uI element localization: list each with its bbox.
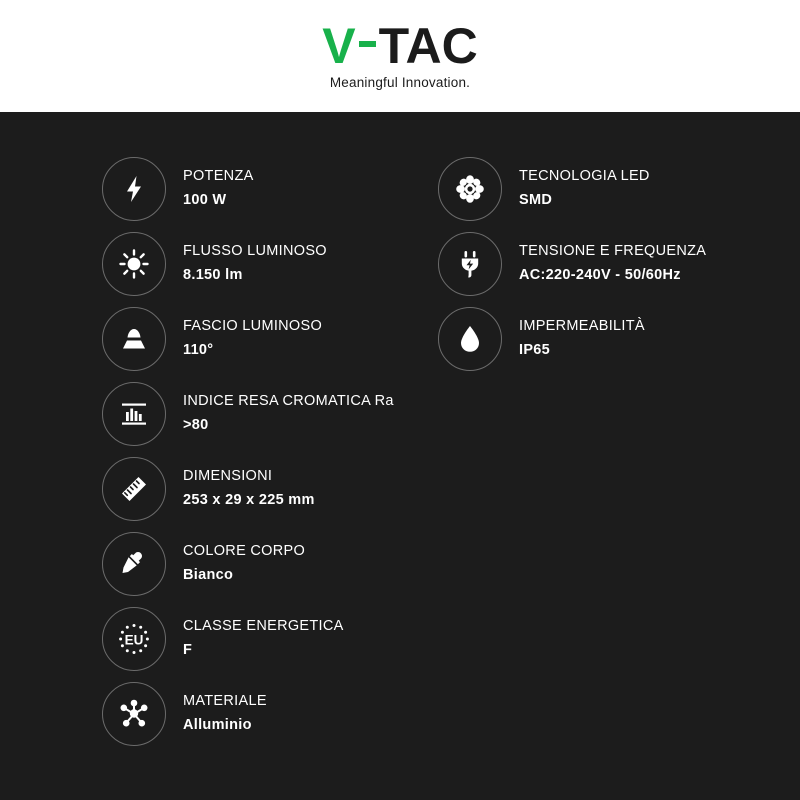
spec-column-right — [438, 158, 768, 383]
spec-text — [183, 467, 315, 511]
spec-row — [102, 608, 432, 670]
spec-text — [519, 317, 645, 361]
beam-angle-icon — [102, 307, 166, 371]
spec-label: FLUSSO LUMINOSO — [183, 243, 327, 259]
spec-value: 8.150 lm — [183, 267, 243, 283]
spec-text — [183, 542, 305, 586]
logo-wordmark — [322, 17, 478, 74]
spec-text — [519, 242, 706, 286]
sun-icon — [102, 232, 166, 296]
spec-label: FASCIO LUMINOSO — [183, 318, 323, 334]
spec-text — [183, 167, 254, 211]
spec-value: 100 W — [183, 192, 227, 208]
spec-label: DIMENSIONI — [183, 468, 273, 484]
spec-row — [438, 233, 768, 295]
spec-label: INDICE RESA CROMATICA Ra — [183, 393, 394, 409]
vtac-logo — [322, 17, 478, 90]
spec-value: Bianco — [183, 567, 234, 583]
color-rendering-index-icon — [102, 382, 166, 446]
spec-row — [102, 308, 432, 370]
spec-label: IMPERMEABILITÀ — [519, 318, 645, 334]
water-drop-icon — [438, 307, 502, 371]
spec-value: IP65 — [519, 342, 551, 358]
spec-value: AC:220-240V - 50/60Hz — [519, 267, 681, 283]
power-plug-icon — [438, 232, 502, 296]
spec-value: SMD — [519, 192, 553, 208]
spec-text — [183, 692, 267, 736]
spec-label: TECNOLOGIA LED — [519, 168, 650, 184]
color-dropper-icon — [102, 532, 166, 596]
logo-tac-letters: TAC — [378, 17, 478, 74]
logo-dash-icon — [359, 41, 376, 47]
spec-value: Alluminio — [183, 717, 252, 733]
brand-header — [0, 0, 800, 112]
material-molecule-icon — [102, 682, 166, 746]
spec-value: 110° — [183, 342, 214, 358]
ruler-icon — [102, 457, 166, 521]
spec-row — [102, 458, 432, 520]
logo-v-letter: V — [322, 17, 355, 74]
spec-row — [102, 533, 432, 595]
spec-label: COLORE CORPO — [183, 543, 306, 559]
logo-tagline: Meaningful Innovation. — [329, 74, 471, 90]
spec-value: 253 x 29 x 225 mm — [183, 492, 315, 508]
spec-text — [183, 242, 327, 286]
spec-row — [102, 683, 432, 745]
spec-label: MATERIALE — [183, 693, 267, 709]
spec-row — [102, 158, 432, 220]
eu-energy-class-icon — [102, 607, 166, 671]
spec-label: TENSIONE E FREQUENZA — [519, 243, 707, 259]
spec-text — [183, 317, 322, 361]
spec-text — [183, 392, 394, 436]
led-chip-icon — [438, 157, 502, 221]
specifications-panel — [0, 112, 800, 800]
spec-row — [438, 158, 768, 220]
spec-column-left — [102, 158, 432, 758]
spec-row — [102, 233, 432, 295]
spec-value: >80 — [183, 417, 209, 433]
spec-row — [438, 308, 768, 370]
spec-label: CLASSE ENERGETICA — [183, 618, 344, 634]
spec-value: F — [183, 642, 193, 658]
spec-text — [183, 617, 344, 661]
spec-text — [519, 167, 650, 211]
lightning-bolt-icon — [102, 157, 166, 221]
spec-row — [102, 383, 432, 445]
spec-label: POTENZA — [183, 168, 254, 184]
svg-text:EU: EU — [124, 632, 144, 648]
